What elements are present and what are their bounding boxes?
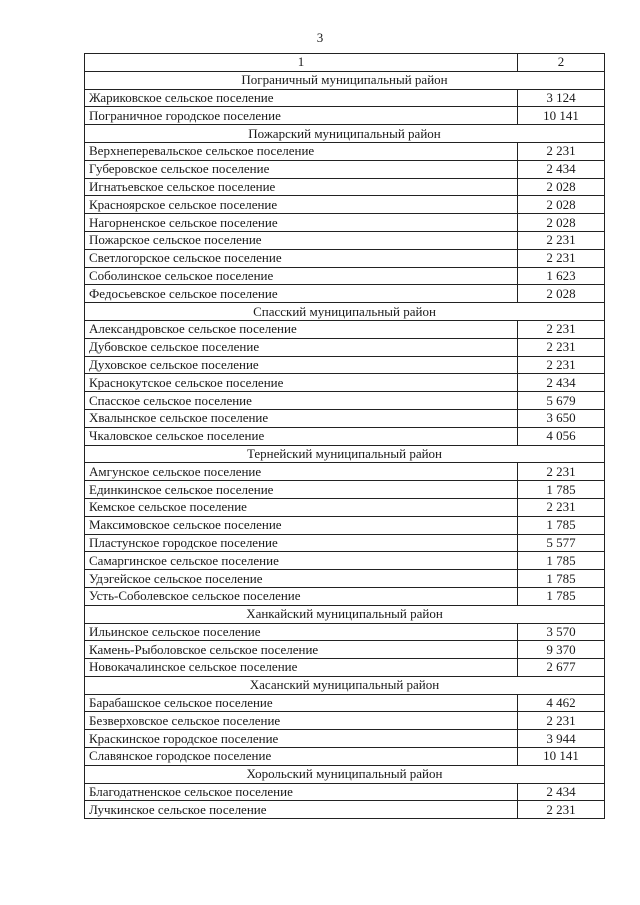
settlement-value: 2 028 <box>518 196 605 214</box>
settlement-name: Соболинское сельское поселение <box>85 267 518 285</box>
settlement-name: Краснокутское сельское поселение <box>85 374 518 392</box>
district-heading-row <box>85 765 605 783</box>
table-row <box>85 801 605 819</box>
settlement-value: 2 231 <box>518 338 605 356</box>
table-row <box>85 374 605 392</box>
settlement-value: 2 231 <box>518 231 605 249</box>
settlement-value: 2 434 <box>518 374 605 392</box>
table-row <box>85 427 605 445</box>
table-row <box>85 730 605 748</box>
settlement-name: Светлогорское сельское поселение <box>85 249 518 267</box>
settlement-value: 10 141 <box>518 107 605 125</box>
settlement-value: 2 231 <box>518 142 605 160</box>
settlement-name: Самаргинское сельское поселение <box>85 552 518 570</box>
table-row <box>85 89 605 107</box>
settlement-value: 3 124 <box>518 89 605 107</box>
district-name: Хасанский муниципальный район <box>85 676 605 694</box>
settlement-value: 5 577 <box>518 534 605 552</box>
settlement-name: Пожарское сельское поселение <box>85 231 518 249</box>
table-row <box>85 641 605 659</box>
table-header-row <box>85 54 605 72</box>
settlement-name: Единкинское сельское поселение <box>85 481 518 499</box>
table-row <box>85 160 605 178</box>
header-column-2: 2 <box>518 54 605 72</box>
district-name: Спасский муниципальный район <box>85 303 605 321</box>
table-row <box>85 659 605 677</box>
settlement-name: Губеровское сельское поселение <box>85 160 518 178</box>
district-heading-row <box>85 445 605 463</box>
table-row <box>85 783 605 801</box>
settlement-value: 2 677 <box>518 659 605 677</box>
settlement-value: 2 028 <box>518 214 605 232</box>
settlement-value: 2 231 <box>518 356 605 374</box>
settlement-name: Чкаловское сельское поселение <box>85 427 518 445</box>
table-row <box>85 178 605 196</box>
settlement-name: Славянское городское поселение <box>85 748 518 766</box>
settlement-name: Дубовское сельское поселение <box>85 338 518 356</box>
district-name: Ханкайский муниципальный район <box>85 605 605 623</box>
table-row <box>85 249 605 267</box>
settlement-value: 10 141 <box>518 748 605 766</box>
table-row <box>85 552 605 570</box>
district-name: Пограничный муниципальный район <box>85 71 605 89</box>
district-heading-row <box>85 71 605 89</box>
table-row <box>85 570 605 588</box>
settlement-name: Лучкинское сельское поселение <box>85 801 518 819</box>
settlement-name: Хвалынское сельское поселение <box>85 409 518 427</box>
settlement-value: 4 462 <box>518 694 605 712</box>
settlement-name: Удэгейское сельское поселение <box>85 570 518 588</box>
settlement-name: Нагорненское сельское поселение <box>85 214 518 232</box>
settlement-name: Спасское сельское поселение <box>85 392 518 410</box>
settlement-name: Краскинское городское поселение <box>85 730 518 748</box>
settlement-value: 3 650 <box>518 409 605 427</box>
settlement-value: 2 434 <box>518 160 605 178</box>
settlement-value: 4 056 <box>518 427 605 445</box>
table-row <box>85 534 605 552</box>
table-row <box>85 463 605 481</box>
settlement-value: 2 028 <box>518 285 605 303</box>
settlement-name: Амгунское сельское поселение <box>85 463 518 481</box>
settlement-value: 1 785 <box>518 481 605 499</box>
settlement-name: Ильинское сельское поселение <box>85 623 518 641</box>
settlement-value: 2 231 <box>518 498 605 516</box>
settlement-value: 2 028 <box>518 178 605 196</box>
settlement-value: 2 231 <box>518 320 605 338</box>
page-number: 3 <box>316 30 324 45</box>
table-row <box>85 142 605 160</box>
table-body <box>85 54 605 819</box>
table-row <box>85 196 605 214</box>
settlement-value: 1 785 <box>518 516 605 534</box>
table-row <box>85 623 605 641</box>
settlement-name: Федосьевское сельское поселение <box>85 285 518 303</box>
table-row <box>85 587 605 605</box>
table-row <box>85 285 605 303</box>
settlement-name: Красноярское сельское поселение <box>85 196 518 214</box>
settlement-name: Камень-Рыболовское сельское поселение <box>85 641 518 659</box>
district-heading-row <box>85 676 605 694</box>
table-row <box>85 320 605 338</box>
settlement-name: Усть-Соболевское сельское поселение <box>85 587 518 605</box>
settlement-value: 3 570 <box>518 623 605 641</box>
settlement-value: 2 231 <box>518 249 605 267</box>
settlement-name: Духовское сельское поселение <box>85 356 518 374</box>
settlement-value: 2 231 <box>518 712 605 730</box>
settlement-value: 5 679 <box>518 392 605 410</box>
settlement-name: Пластунское городское поселение <box>85 534 518 552</box>
settlement-value: 3 944 <box>518 730 605 748</box>
district-name: Тернейский муниципальный район <box>85 445 605 463</box>
settlement-name: Александровское сельское поселение <box>85 320 518 338</box>
settlement-name: Жариковское сельское поселение <box>85 89 518 107</box>
settlement-value: 1 623 <box>518 267 605 285</box>
header-column-1: 1 <box>85 54 518 72</box>
settlement-value: 2 231 <box>518 801 605 819</box>
table-row <box>85 516 605 534</box>
settlement-value: 1 785 <box>518 587 605 605</box>
settlement-name: Максимовское сельское поселение <box>85 516 518 534</box>
table-row <box>85 338 605 356</box>
settlement-name: Пограничное городское поселение <box>85 107 518 125</box>
table-row <box>85 231 605 249</box>
settlement-name: Барабашское сельское поселение <box>85 694 518 712</box>
settlement-value: 2 231 <box>518 463 605 481</box>
district-heading-row <box>85 605 605 623</box>
settlement-name: Благодатненское сельское поселение <box>85 783 518 801</box>
table-row <box>85 214 605 232</box>
table-row <box>85 356 605 374</box>
table-row <box>85 712 605 730</box>
settlement-name: Новокачалинское сельское поселение <box>85 659 518 677</box>
settlement-value: 9 370 <box>518 641 605 659</box>
settlement-name: Игнатьевское сельское поселение <box>85 178 518 196</box>
settlement-name: Кемское сельское поселение <box>85 498 518 516</box>
settlement-name: Безверховское сельское поселение <box>85 712 518 730</box>
settlement-value: 1 785 <box>518 552 605 570</box>
table-row <box>85 694 605 712</box>
table-row <box>85 267 605 285</box>
settlement-value: 2 434 <box>518 783 605 801</box>
table-row <box>85 107 605 125</box>
allocation-table <box>84 53 605 819</box>
table-row <box>85 481 605 499</box>
district-name: Хорольский муниципальный район <box>85 765 605 783</box>
settlement-value: 1 785 <box>518 570 605 588</box>
district-heading-row <box>85 303 605 321</box>
district-heading-row <box>85 125 605 143</box>
table-row <box>85 748 605 766</box>
settlement-name: Верхнеперевальское сельское поселение <box>85 142 518 160</box>
table-row <box>85 392 605 410</box>
table-row <box>85 498 605 516</box>
district-name: Пожарский муниципальный район <box>85 125 605 143</box>
table-row <box>85 409 605 427</box>
